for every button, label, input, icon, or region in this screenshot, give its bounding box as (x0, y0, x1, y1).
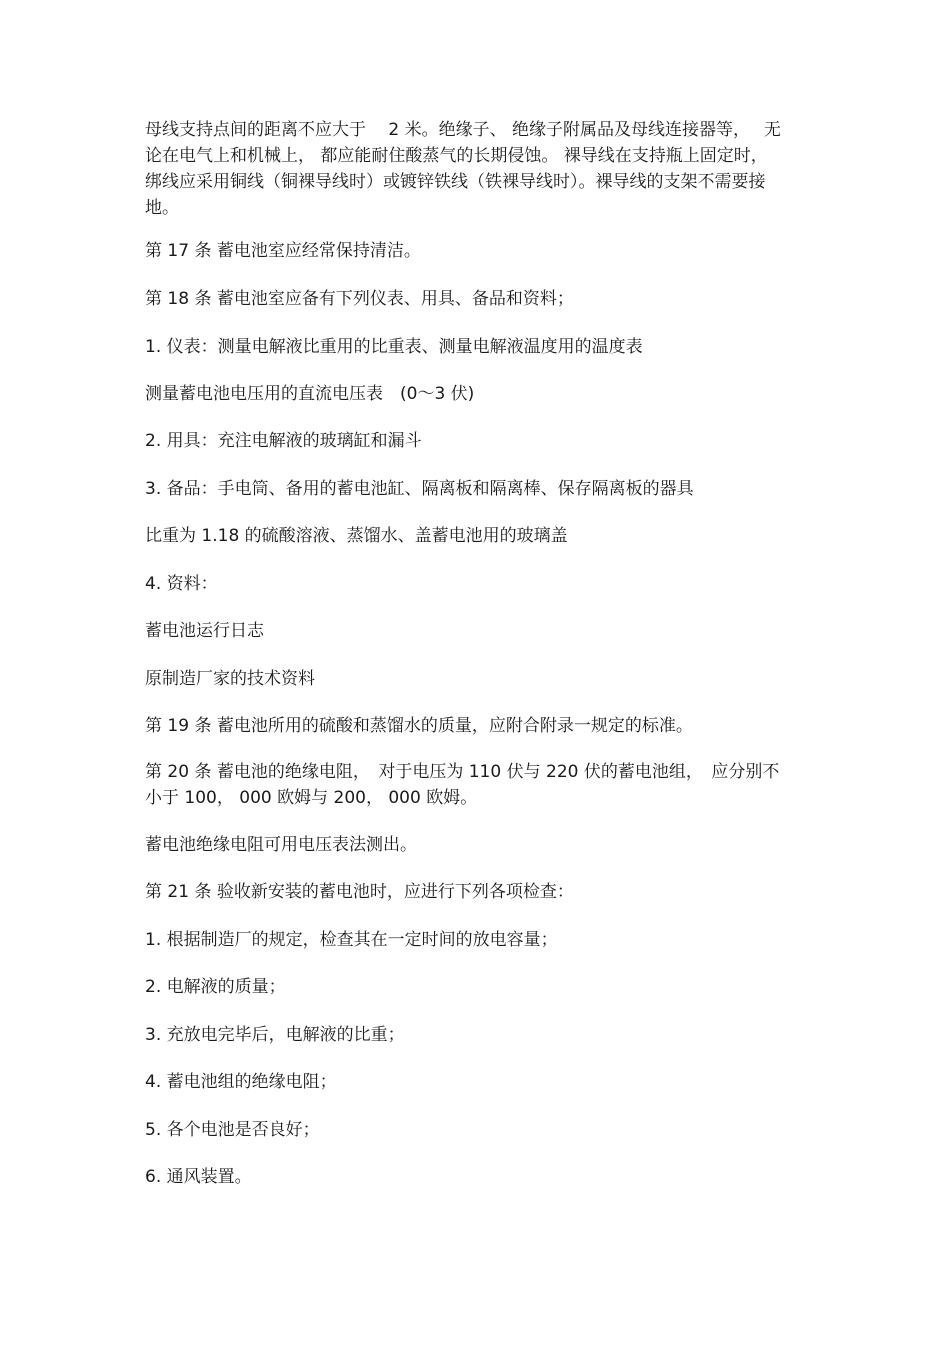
list-item-voltmeter: 测量蓄电池电压用的直流电压表 (0～3 伏) (145, 384, 475, 404)
article-19: 第 19 条 蓄电池所用的硫酸和蒸馏水的质量，应附合附录一规定的标准。 (145, 716, 693, 736)
list-item-instruments: 1. 仪表：测量电解液比重用的比重表、测量电解液温度用的温度表 (145, 337, 643, 357)
article-21: 第 21 条 验收新安装的蓄电池时，应进行下列各项检查： (145, 882, 574, 902)
list-item-tools: 2. 用具：充注电解液的玻璃缸和漏斗 (145, 431, 422, 451)
text-line: 母线支持点间的距离不应大于 2 米。绝缘子、 绝缘子附属品及母线连接器等， 无 (145, 120, 781, 140)
article-17: 第 17 条 蓄电池室应经常保持清洁。 (145, 241, 421, 261)
list-item-materials: 4. 资料： (145, 574, 218, 594)
article-18: 第 18 条 蓄电池室应备有下列仪表、用具、备品和资料； (145, 289, 574, 309)
check-item: 1. 根据制造厂的规定，检查其在一定时间的放电容量； (145, 930, 558, 950)
article-20 (145, 759, 810, 811)
check-item: 5. 各个电池是否良好； (145, 1120, 320, 1140)
text-line: 地。 (145, 198, 179, 218)
intro-paragraph (145, 117, 810, 221)
text-line: 第 20 条 蓄电池的绝缘电阻， 对于电压为 110 伏与 220 伏的蓄电池组， 应分别不 (145, 762, 780, 782)
materials-log: 蓄电池运行日志 (145, 621, 264, 641)
list-item-spares: 3. 备品：手电筒、备用的蓄电池缸、隔离板和隔离棒、保存隔离板的器具 (145, 479, 694, 499)
check-item: 3. 充放电完毕后，电解液的比重； (145, 1025, 405, 1045)
check-item: 4. 蓄电池组的绝缘电阻； (145, 1072, 337, 1092)
text-line: 小于 100， 000 欧姆与 200， 000 欧姆。 (145, 788, 478, 808)
check-item: 2. 电解液的质量； (145, 977, 286, 997)
text-line: 论在电气上和机械上， 都应能耐住酸蒸气的长期侵蚀。 裸导线在支持瓶上固定时， (145, 146, 768, 166)
check-item: 6. 通风装置。 (145, 1167, 252, 1187)
materials-manufacturer-docs: 原制造厂家的技术资料 (145, 669, 315, 689)
list-item-spares-continued: 比重为 1.18 的硫酸溶液、蒸馏水、盖蓄电池用的玻璃盖 (145, 526, 568, 546)
text-line: 绑线应采用铜线（铜裸导线时）或镀锌铁线（铁裸导线时）。裸导线的支架不需要接 (145, 172, 766, 192)
insulation-measure-note: 蓄电池绝缘电阻可用电压表法测出。 (145, 835, 417, 855)
